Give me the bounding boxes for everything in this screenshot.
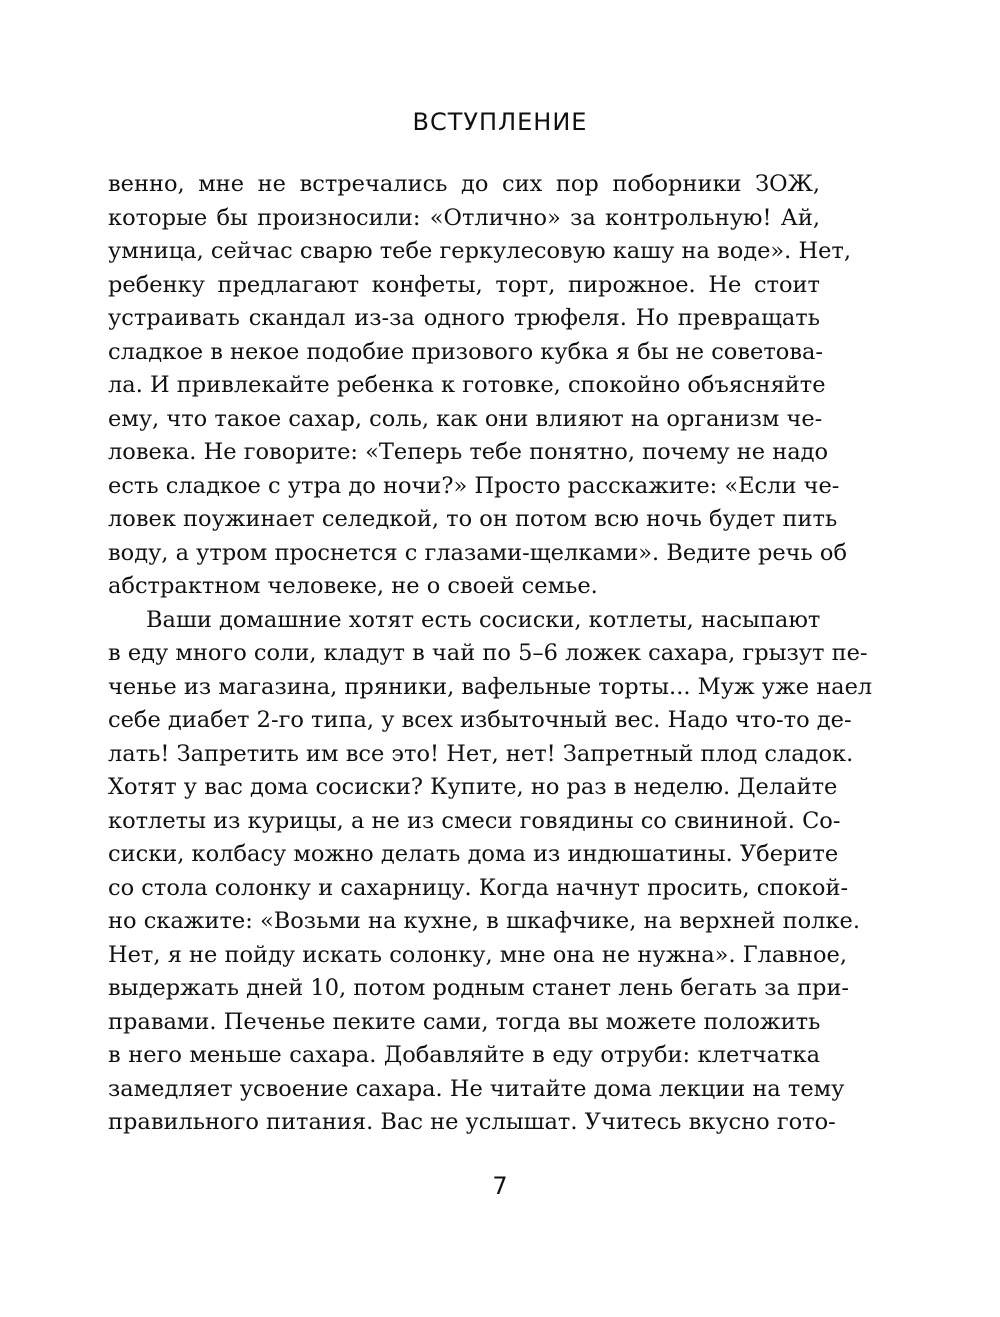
text-line: в него меньше сахара. Добавляйте в еду отруби: клетчатка: [108, 1042, 820, 1068]
text-line: котлеты из курицы, а не из смеси говядины со свининой. Со-: [108, 807, 841, 834]
text-line: правильного питания. Вас не услышат. Учитесь вкусно гото-: [108, 1109, 836, 1135]
text-line: но скажите: «Возьми на кухне, в шкафчике, на верхней полке.: [108, 908, 860, 934]
text-line: Ваши домашние хотят есть сосиски, котлеты, насыпают: [146, 606, 821, 633]
text-line: венно, мне не встречались до сих пор поборники ЗОЖ,: [108, 171, 820, 197]
text-line: замедляет усвоение сахара. Не читайте дома лекции на тему: [108, 1075, 845, 1102]
text-line: воду, а утром проснется с глазами-щелками». Ведите речь об: [108, 539, 848, 566]
text-line: устраивать скандал из-за одного трюфеля. Но превращать: [108, 305, 820, 331]
text-line: выдержать дней 10, потом родным станет лень бегать за при-: [108, 975, 850, 1001]
text-line: которые бы произносили: «Отлично» за контрольную! Ай,: [108, 204, 820, 231]
text-line: себе диабет 2-го типа, у всех избыточный вес. Надо что-то де-: [108, 707, 852, 733]
text-line: ребенку предлагают конфеты, торт, пирожное. Не стоит: [108, 271, 820, 298]
text-line: абстрактном человеке, не о своей семье.: [108, 573, 598, 599]
page-number: 7: [492, 1172, 508, 1200]
text-line: есть сладкое с утра до ночи?» Просто расскажите: «Если че-: [108, 472, 840, 499]
text-line: умница, сейчас сварю тебе геркулесовую кашу на воде». Нет,: [108, 238, 852, 264]
text-line: правами. Печенье пеките сами, тогда вы можете положить: [108, 1008, 821, 1035]
text-line: ченье из магазина, пряники, вафельные торты... Муж уже наел: [108, 673, 873, 700]
text-line: лать! Запретить им все это! Нет, нет! Запретный плод сладок.: [108, 740, 854, 767]
text-line: в еду много соли, кладут в чай по 5–6 ложек сахара, грызут пе-: [108, 640, 868, 666]
body-text: [108, 168, 873, 1140]
running-head-title: ВСТУПЛЕНИЕ: [412, 108, 588, 136]
text-line: сладкое в некое подобие призового кубка я бы не советова-: [108, 338, 824, 365]
paragraph: [108, 604, 873, 1140]
text-line: ловека. Не говорите: «Теперь тебе понятно, почему не надо: [108, 439, 829, 465]
text-line: ла. И привлекайте ребенка к готовке, спокойно объясняйте: [108, 372, 826, 398]
text-line: ему, что такое сахар, соль, как они влияют на организм че-: [108, 405, 823, 432]
text-line: со стола солонку и сахарницу. Когда начнут просить, спокой-: [108, 874, 849, 901]
text-line: Нет, я не пойду искать солонку, мне она не нужна». Главное,: [108, 941, 848, 968]
text-line: Хотят у вас дома сосиски? Купите, но раз в неделю. Делайте: [108, 774, 838, 800]
paragraph: [108, 168, 852, 604]
text-line: ловек поужинает селедкой, то он потом всю ночь будет пить: [108, 506, 838, 532]
text-line: сиски, колбасу можно делать дома из индюшатины. Уберите: [108, 841, 839, 867]
